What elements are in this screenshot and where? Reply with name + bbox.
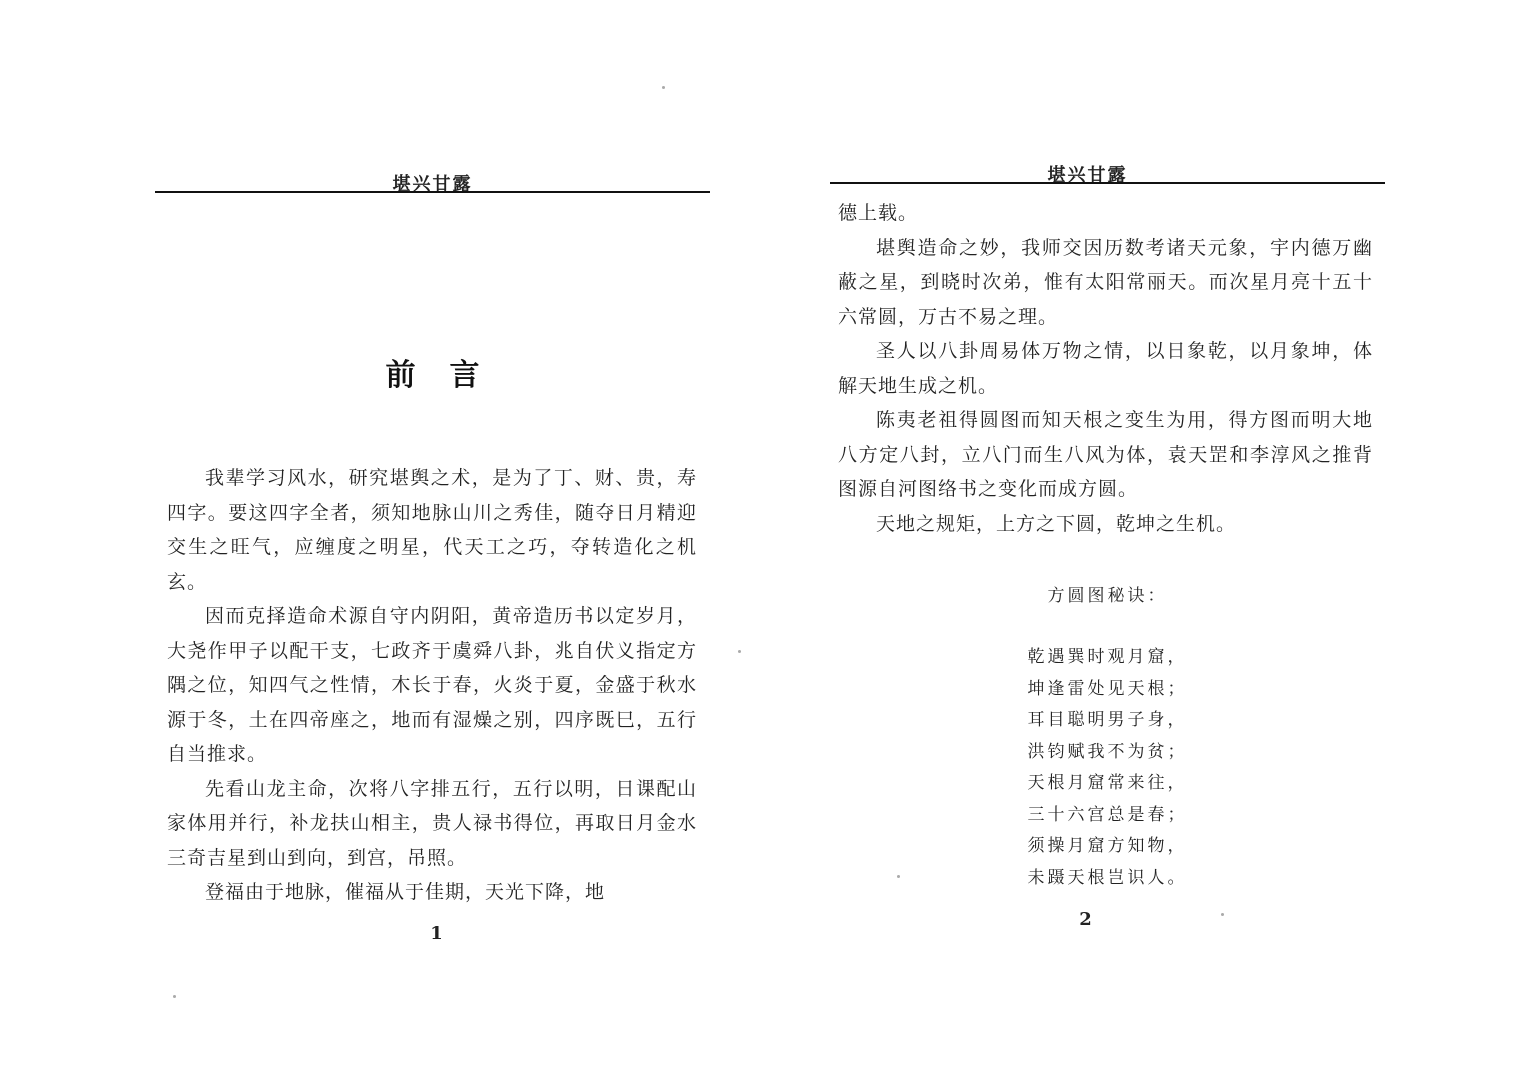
- header-rule: [830, 182, 1385, 184]
- poem-line: 乾遇巽时观月窟，: [1027, 647, 1188, 667]
- paragraph: 圣人以八卦周易体万物之情，以日象乾，以月象坤，体解天地生成之机。: [838, 340, 1373, 397]
- page-number: 1: [430, 923, 443, 944]
- scan-speck: [173, 995, 176, 998]
- right-page: [830, 155, 1385, 945]
- section-heading: 方圆图秘诀：: [1047, 586, 1168, 606]
- poem-line: 洪钧赋我不为贫；: [1027, 741, 1188, 762]
- poem-line: 三十六宫总是春；: [1027, 804, 1188, 825]
- paragraph: 登福由于地脉，催福从于佳期，天光下降，地: [205, 881, 606, 903]
- running-head: 堪兴甘露: [1047, 165, 1128, 186]
- poem-line: 坤逢雷处见天根；: [1027, 678, 1188, 699]
- poem-line: 耳目聪明男子身，: [1027, 710, 1188, 730]
- scan-speck: [662, 86, 665, 89]
- header-rule: [155, 191, 710, 193]
- scan-speck: [1221, 913, 1224, 916]
- scan-speck: [738, 650, 741, 653]
- poem-line: 未蹑天根岂识人。: [1027, 867, 1188, 888]
- poem-line: 天根月窟常来往，: [1027, 773, 1188, 793]
- paragraph: 陈夷老祖得圆图而知天根之变生为用，得方图而明大地八方定八封，立八门而生八风为体，袁天罡和李淳风之推背图源自河图络书之变化而成方圆。: [838, 409, 1373, 500]
- paragraph: 堪舆造命之妙，我师交因历数考诸天元象，宇内德万幽蔽之星，到晓时次弟，惟有太阳常丽天。而次星月亮十五十六常圆，万古不易之理。: [838, 236, 1373, 328]
- continuation-line: 德上载。: [838, 202, 919, 224]
- scan-speck: [897, 875, 900, 878]
- paragraph: 因而克择造命术源自守内阴阳，黄帝造历书以定岁月，大尧作甲子以配干支，七政齐于虞舜八卦，兆自伏义指定方隅之位，知四气之性情，木长于春，火炎于夏，金盛于秋水源于冬，土在四帝座之，地而有湿燥之别，四序既巳，五行自当推求。: [167, 605, 697, 765]
- body-text: [167, 461, 697, 910]
- running-head: 堪兴甘露: [392, 174, 473, 195]
- paragraph: 先看山龙主命，次将八字排五行，五行以明，日课配山家体用并行，补龙扶山相主，贵人禄书得位，再取日月金水三奇吉星到山到向，到宫，吊照。: [167, 777, 697, 869]
- poem: [830, 642, 1385, 894]
- left-page: [155, 165, 710, 955]
- page-number: 2: [1079, 909, 1092, 930]
- chapter-title: 前言: [385, 358, 514, 393]
- paragraph: 天地之规矩，上方之下圆，乾坤之生机。: [876, 512, 1237, 535]
- body-text: [838, 196, 1373, 541]
- paragraph: 我辈学习风水，研究堪舆之术，是为了丁、财、贵，寿四字。要这四字全者，须知地脉山川之秀佳，随夺日月精迎交生之旺气，应缠度之明星，代天工之巧，夺转造化之机玄。: [167, 467, 697, 593]
- poem-line: 须操月窟方知物，: [1027, 836, 1188, 856]
